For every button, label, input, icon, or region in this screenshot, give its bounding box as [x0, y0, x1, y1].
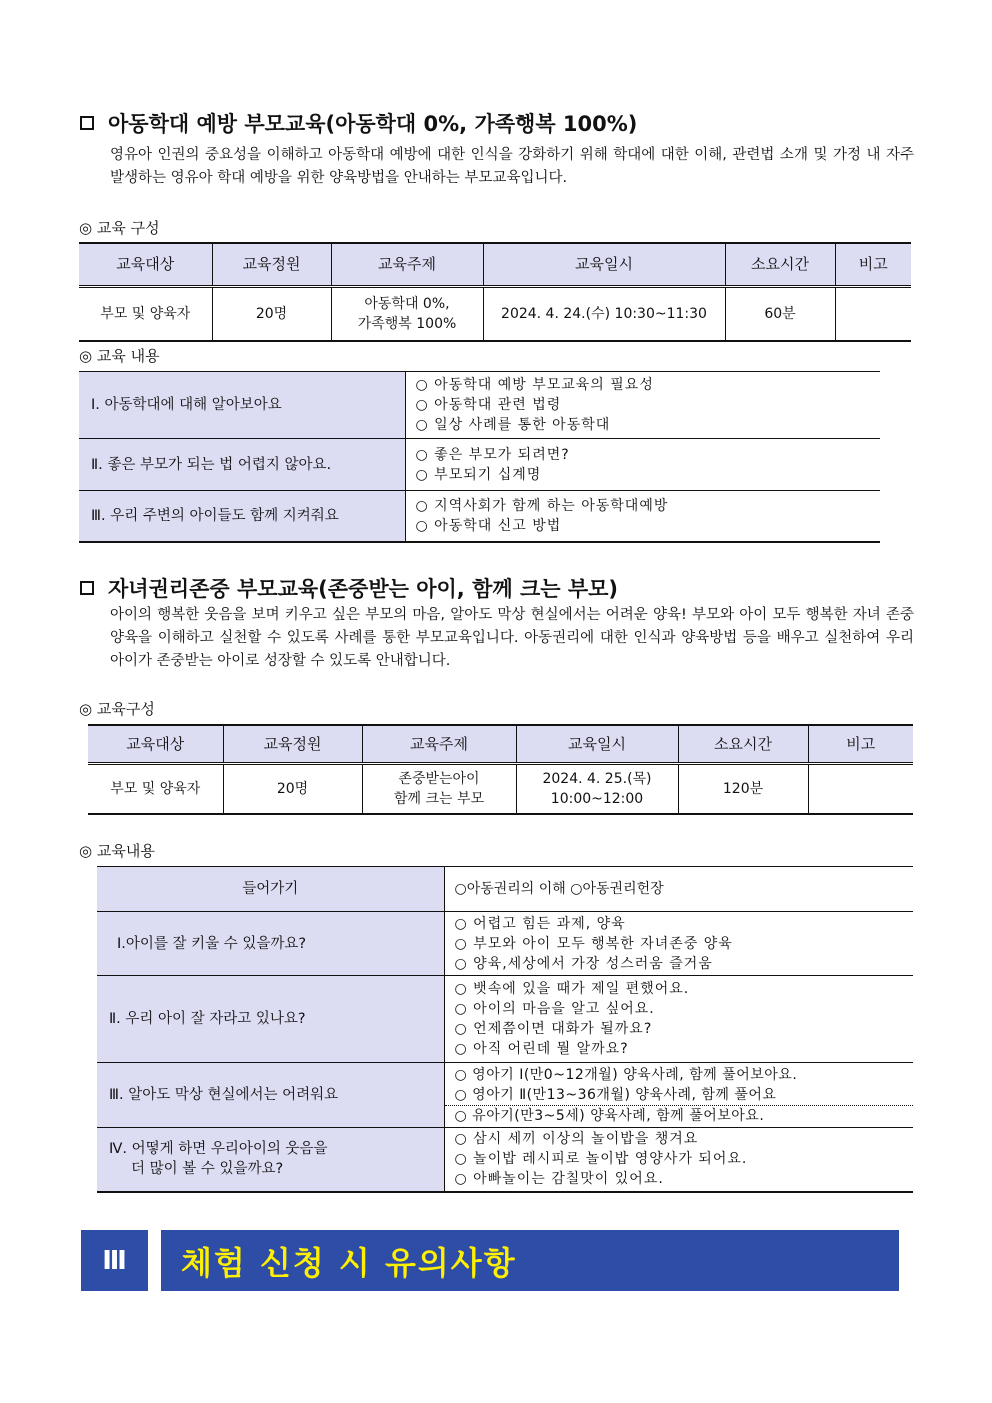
section1-title [80, 108, 637, 138]
content-label: Ⅱ. 우리 아이 잘 자라고 있나요? [97, 976, 444, 1063]
topic-cell [331, 286, 483, 341]
duration-cell: 120분 [678, 763, 808, 814]
date-line: 2024. 4. 25.(목) [542, 770, 652, 787]
content-label: Ⅰ. 아동학대에 대해 알아보아요 [79, 372, 405, 439]
header-cell: 교육일시 [483, 243, 725, 286]
table-row [79, 439, 880, 491]
section2-content-table [97, 866, 913, 1193]
section1-composition-table [79, 242, 911, 342]
content-label: 들어가기 [97, 867, 444, 912]
list-item: ○ 삼시 세끼 이상의 놀이밥을 챙겨요 [454, 1131, 699, 1148]
content-label: Ⅰ.아이를 잘 키울 수 있을까요? [97, 912, 444, 976]
time-line: 10:00~12:00 [550, 790, 644, 807]
content-label: Ⅲ. 알아도 막상 현실에서는 어려워요 [97, 1063, 444, 1128]
header-cell: 소요시간 [725, 243, 835, 286]
header-cell: 교육대상 [79, 243, 212, 286]
target-cell: 부모 및 양육자 [79, 286, 212, 341]
section2-title [80, 573, 618, 603]
list-item: ○ 뱃속에 있을 때가 제일 편했어요. [454, 981, 690, 997]
table-row [79, 491, 880, 542]
target-cell: 부모 및 양육자 [88, 763, 223, 814]
list-item: ○ 언제쯤이면 대화가 될까요? [454, 1021, 653, 1037]
section2-description: 아이의 행복한 웃음을 보며 키우고 싶은 부모의 마음, 알아도 막상 현실에서는 어려운 양육! 부모와 아이 모두 행복한 자녀 존중 양육을 이해하고 실천할 수 있도록 사례를 통한 부모교육입니다. 아동권리에 대한 인식과 양육방법 등을 배우고 실천하여 우리 아이가 존중받는 아이로 성장할 수 있도록 안내합니다. [110, 607, 914, 669]
header-cell: 교육정원 [223, 725, 362, 763]
list-item: ○ 놀이밥 레시피로 놀이밥 영양사가 되어요. [454, 1151, 748, 1168]
topic-line: 아동학대 0%, [364, 295, 450, 312]
list-item: ○ 아이의 마음을 알고 싶어요. [454, 1001, 655, 1017]
list-item: ○ 부모되기 십계명 [415, 466, 542, 483]
section-banner-title: 체험 신청 시 유의사항 [161, 1230, 899, 1291]
square-bullet-icon [80, 581, 94, 595]
list-item: ○ 지역사회가 함께 하는 아동학대예방 [415, 497, 669, 514]
list-item: ○ 영아기 Ⅰ(만0~12개월) 양육사례, 함께 풀어보아요. [454, 1066, 798, 1083]
section2-content-label: ◎ 교육내용 [79, 842, 155, 860]
header-cell: 비고 [835, 243, 911, 286]
list-item: ○ 아동학대 신고 방법 [415, 517, 562, 534]
table-row [97, 1128, 913, 1192]
list-item: ○아동권리의 이해 ○아동권리헌장 [444, 867, 913, 912]
header-cell: 교육일시 [516, 725, 678, 763]
topic-line: 가족행복 100% [357, 315, 457, 332]
list-item: ○ 어렵고 힘든 과제, 양육 [454, 915, 626, 932]
content-label: Ⅲ. 우리 주변의 아이들도 함께 지켜줘요 [79, 491, 405, 542]
table-row [88, 763, 913, 814]
list-item: ○ 유아기(만3~5세) 양육사례, 함께 풀어보아요. [445, 1105, 914, 1126]
label-line: 더 많이 볼 수 있을까요? [131, 1161, 284, 1178]
section-number-badge: Ⅲ [81, 1230, 148, 1291]
content-label [97, 1128, 444, 1192]
duration-cell: 60분 [725, 286, 835, 341]
section1-content-table [79, 371, 880, 543]
list-item: ○ 아동학대 관련 법령 [415, 397, 562, 413]
note-cell [835, 286, 911, 341]
header-cell: 교육주제 [362, 725, 516, 763]
section2-composition-table [88, 724, 913, 815]
table-row [97, 912, 913, 976]
list-item: ○ 아동학대 예방 부모교육의 필요성 [415, 377, 654, 393]
list-item: ○ 영아기 Ⅱ(만13~36개월) 양육사례, 함께 풀어요 [454, 1086, 777, 1103]
square-bullet-icon [80, 116, 94, 130]
table-row [79, 372, 880, 439]
section2-composition-label: ◎ 교육구성 [79, 700, 155, 718]
table-row [97, 1063, 913, 1128]
table-row [79, 286, 911, 341]
table-row [97, 976, 913, 1063]
list-item: ○ 아직 어린데 뭘 알까요? [454, 1041, 629, 1057]
section2-title-text: 자녀권리존중 부모교육(존중받는 아이, 함께 크는 부모) [108, 577, 619, 601]
date-cell: 2024. 4. 24.(수) 10:30~11:30 [483, 286, 725, 341]
section1-description: 영유아 인권의 중요성을 이해하고 아동학대 예방에 대한 인식을 강화하기 위해 학대에 대한 이해, 관련법 소개 및 가정 내 자주 발생하는 영유아 학대 예방을 위한 양육방법을 안내하는 부모교육입니다. [110, 147, 914, 186]
header-cell: 소요시간 [678, 725, 808, 763]
content-label: Ⅱ. 좋은 부모가 되는 법 어렵지 않아요. [79, 439, 405, 491]
section1-content-label: ◎ 교육 내용 [79, 347, 160, 365]
header-cell: 교육대상 [88, 725, 223, 763]
header-cell: 교육정원 [212, 243, 331, 286]
label-line: Ⅳ. 어떻게 하면 우리아이의 웃음을 [109, 1141, 328, 1158]
topic-cell [362, 763, 516, 814]
note-cell [808, 763, 913, 814]
capacity-cell: 20명 [212, 286, 331, 341]
capacity-cell: 20명 [223, 763, 362, 814]
table-row [97, 867, 913, 912]
header-cell: 교육주제 [331, 243, 483, 286]
topic-line: 존중받는아이 [398, 770, 480, 787]
list-item: ○ 부모와 아이 모두 행복한 자녀존중 양육 [454, 935, 733, 952]
date-cell [516, 763, 678, 814]
list-item: ○ 좋은 부모가 되려면? [415, 446, 570, 463]
section1-composition-label: ◎ 교육 구성 [79, 219, 160, 237]
list-item: ○ 일상 사례를 통한 아동학대 [415, 417, 611, 433]
section1-title-text: 아동학대 예방 부모교육(아동학대 0%, 가족행복 100%) [108, 112, 638, 136]
list-item: ○ 양육,세상에서 가장 성스러움 즐거움 [454, 955, 713, 972]
topic-line: 함께 크는 부모 [393, 790, 485, 807]
header-cell: 비고 [808, 725, 913, 763]
list-item: ○ 아빠놀이는 감칠맛이 있어요. [454, 1171, 664, 1188]
